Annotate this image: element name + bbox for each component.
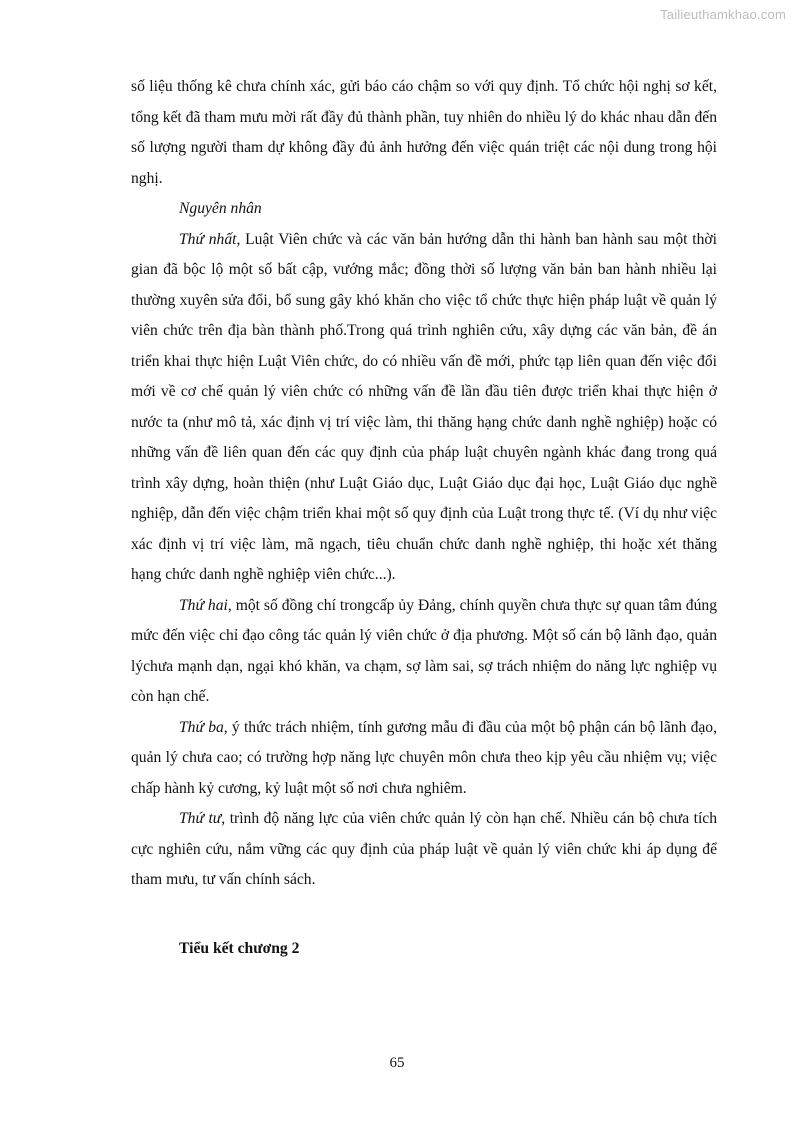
paragraph-first: [131, 225, 717, 591]
paragraph-lead: Thứ hai,: [179, 596, 232, 614]
paragraph-text: trình độ năng lực của viên chức quản lý còn hạn chế. Nhiều cán bộ chưa tích cực nghiên cứu, nắm vững các quy định của pháp luật về quản lý viên chức khi áp dụng để tham mưu, tư vấn chính sách.: [131, 810, 717, 888]
section-subtitle: Nguyên nhân: [179, 200, 262, 217]
paragraph-text: , Luật Viên chức và các văn bản hướng dẫn thi hành ban hành sau một thời gian đã bộc lộ một số bất cập, vướng mắc; đồng thời số lượng văn bản ban hành nhiều lại thường xuyên sửa đổi, bổ sung gây khó khăn cho việc tổ chức thực hiện pháp luật về quản lý viên chức trên địa bàn thành phố.Trong quá trình nghiên cứu, xây dựng các văn bản, đề án triển khai thực hiện Luật Viên chức, do có nhiều vấn đề mới, phức tạp liên quan đến việc đổi mới về cơ chế quản lý viên chức có những vấn đề lần đầu tiên được triển khai thực hiện ở nước ta (như mô tả, xác định vị trí việc làm, thi thăng hạng chức danh nghề nghiệp) hoặc có những vấn đề liên quan đến các quy định của pháp luật chuyên ngành khác đang trong quá trình xây dựng, hoàn thiện (như Luật Giáo dục, Luật Giáo dục đại học, Luật Giáo dục nghề nghiệp, dẫn đến việc chậm triển khai một số quy định của Luật trong thực tế. (Ví dụ như việc xác định vị trí việc làm, mã ngạch, tiêu chuẩn chức danh nghề nghiệp, thi hoặc xét thăng hạng chức danh nghề nghiệp viên chức...).: [131, 230, 717, 583]
paragraph-text: số liệu thống kê chưa chính xác, gửi báo cáo chậm so với quy định. Tổ chức hội nghị sơ kết, tổng kết đã tham mưu mời rất đầy đủ thành phần, tuy nhiên do nhiều lý do khác nhau dẫn đến số lượng người tham dự không đầy đủ ảnh hưởng đến việc quán triệt các nội dung trong hội nghị.: [131, 78, 717, 187]
paragraph-lead: Thứ nhất: [179, 230, 237, 248]
paragraph-causes-title: [131, 194, 717, 225]
paragraph-lead: Thứ ba,: [179, 718, 228, 736]
page-number: 65: [389, 1055, 405, 1071]
watermark-text: Tailieuthamkhao.com: [660, 7, 786, 22]
paragraph-fourth: [131, 804, 717, 896]
paragraph-lead: Thứ tư,: [179, 810, 226, 827]
chapter-summary-heading: Tiểu kết chương 2: [179, 940, 300, 957]
paragraph-second: [131, 591, 717, 713]
paragraph-text: ý thức trách nhiệm, tính gương mẫu đi đầu của một bộ phận cán bộ lãnh đạo, quản lý chưa cao; có trường hợp năng lực chuyên môn chưa theo kịp yêu cầu nhiệm vụ; việc chấp hành kỷ cương, kỷ luật một số nơi chưa nghiêm.: [131, 718, 718, 797]
paragraph-third: [131, 713, 717, 805]
paragraph-text: một số đồng chí trongcấp ủy Đảng, chính quyền chưa thực sự quan tâm đúng mức đến việc chỉ đạo công tác quản lý viên chức ở địa phương. Một số cán bộ lãnh đạo, quản lýchưa mạnh dạn, ngại khó khăn, va chạm, sợ làm sai, sợ trách nhiệm do năng lực nghiệp vụ còn hạn chế.: [131, 596, 717, 705]
paragraph-intro: [131, 72, 717, 194]
document-body: [131, 72, 717, 896]
